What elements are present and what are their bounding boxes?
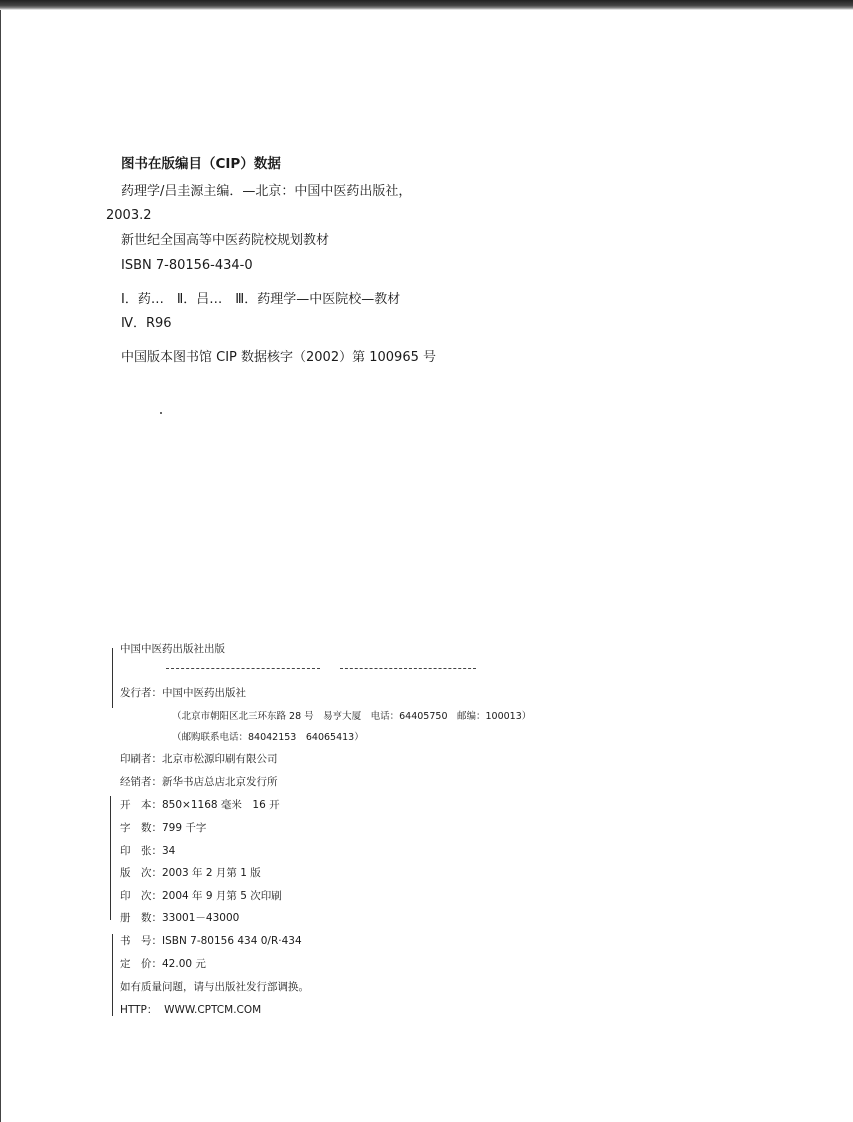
divider-left [166, 668, 320, 669]
cip-classification: Ⅳ．R96 [121, 316, 172, 331]
printer-value: 北京市松源印刷有限公司 [162, 753, 278, 765]
cip-subject-terms: Ⅰ．药… Ⅱ．吕… Ⅲ．药理学—中医院校—教材 [121, 292, 401, 307]
printing-label: 印 次： [120, 890, 162, 902]
page-left-edge [0, 10, 1, 1122]
divider-right [340, 668, 476, 669]
cip-title: 图书在版编目（CIP）数据 [121, 156, 281, 172]
cip-check-number: 中国版本图书馆 CIP 数据核字（2002）第 100965 号 [121, 350, 436, 365]
format-label: 开 本： [120, 799, 162, 811]
price-value: 42.00 元 [162, 958, 206, 970]
printing-value: 2004 年 9 月第 5 次印刷 [162, 890, 282, 902]
format-row [120, 798, 280, 812]
publisher-line: 中国中医药出版社出版 [120, 643, 225, 655]
edition-label: 版 次： [120, 867, 162, 879]
words-row [120, 821, 206, 835]
cip-year: 2003.2 [106, 208, 152, 223]
format-value: 850×1168 毫米 16 开 [162, 799, 280, 811]
website-value[interactable]: WWW.CPTCM.COM [164, 1004, 262, 1016]
cip-series: 新世纪全国高等中医药院校规划教材 [121, 233, 330, 248]
printer-row [120, 752, 278, 766]
copies-row [120, 911, 239, 925]
mail-order-phone: （邮购联系电话：84042153 64065413） [172, 732, 364, 743]
book-number-value: ISBN 7-80156 434 0/R·434 [162, 935, 302, 947]
edition-value: 2003 年 2 月第 1 版 [162, 867, 261, 879]
seller-value: 新华书店总店北京发行所 [162, 776, 278, 788]
distributor-value: 中国中医药出版社 [162, 687, 246, 699]
printing-row [120, 889, 282, 903]
cip-isbn: ISBN 7-80156-434-0 [121, 258, 253, 273]
imprint-rule-middle [110, 796, 111, 920]
seller-label: 经销者： [120, 776, 162, 788]
sheets-label: 印 张： [120, 845, 162, 857]
words-value: 799 千字 [162, 822, 207, 834]
edition-row [120, 866, 261, 880]
words-label: 字 数： [120, 822, 162, 834]
printer-label: 印刷者： [120, 753, 162, 765]
price-row [120, 957, 206, 971]
sheets-value: 34 [162, 845, 176, 857]
website-label: HTTP： [120, 1004, 158, 1016]
price-label: 定 价： [120, 958, 162, 970]
copies-label: 册 数： [120, 912, 162, 924]
imprint-rule-top [112, 648, 113, 708]
page-top-border [0, 0, 853, 10]
seller-row [120, 775, 278, 789]
book-number-row [120, 934, 302, 948]
copies-value: 33001－43000 [162, 912, 240, 924]
website-row [120, 1003, 261, 1017]
quality-notice: 如有质量问题，请与出版社发行部调换。 [120, 981, 309, 993]
imprint-rule-bottom [112, 934, 113, 1016]
book-number-label: 书 号： [120, 935, 162, 947]
stray-mark [160, 412, 162, 414]
distributor-row [120, 686, 246, 700]
sheets-row [120, 844, 175, 858]
distributor-label: 发行者： [120, 687, 162, 699]
cip-bibliographic-line: 药理学/吕圭源主编．—北京：中国中医药出版社， [121, 184, 412, 199]
publisher-address: （北京市朝阳区北三环东路 28 号 易亨大厦 电话：64405750 邮编：100013） [172, 711, 532, 722]
